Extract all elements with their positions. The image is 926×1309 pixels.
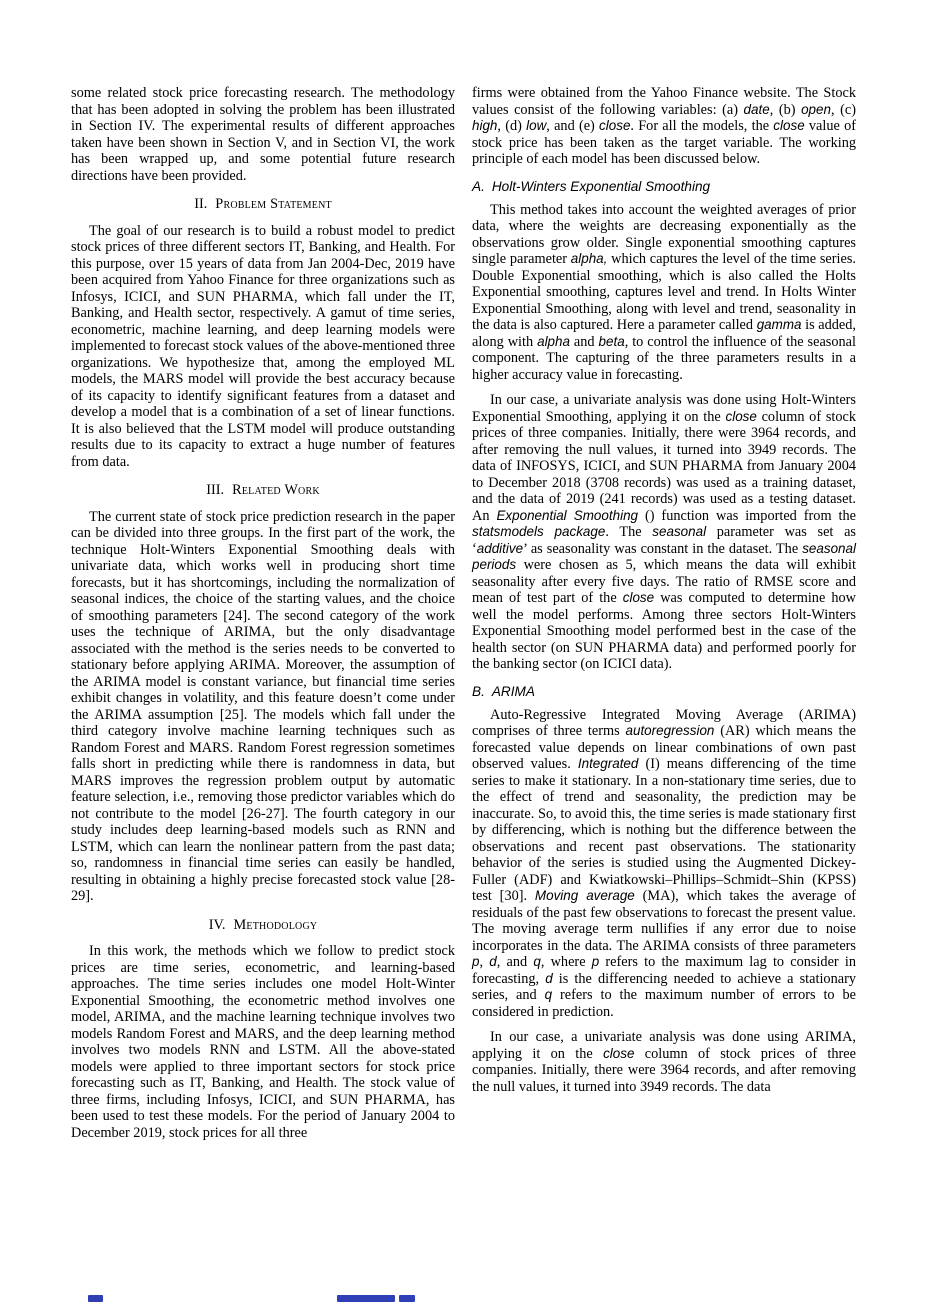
section-heading-methodology — [71, 917, 455, 934]
section-title: Related Work — [232, 482, 320, 498]
paragraph-problem-statement: The goal of our research is to build a robust model to predict stock prices of three different sectors IT, Banking, and Health. For this purpose, over 15 years of data from Jan 2004-Dec, 2019 have been acquired from Yahoo Finance for three organizations such as Infosys, ICICI, and SUN PHARMA, which fall under the IT, Banking, and Health sector, respectively. A gamut of time series, econometric, machine learning, and deep learning models were implemented to forecast stock values of the above-mentioned three organizations. We hypothesize that, among the employed ML models, the MARS model will provide the best accuracy because of its capacity to identify significant features from a dataset and develop a model that is a combination of a set of linear functions. It is also believed that the LSTM model will produce outstanding results due to its capacity to extract a huge number of features from data. — [71, 222, 455, 470]
paragraph-methodology: In this work, the methods which we follow to predict stock prices are time series, econometric, and learning-based approaches. The time series includes one model Holt-Winter Exponential Smoothing, the econometric method involves one model, ARIMA, and the machine learning technique involves two models Random Forest and MARS, and the deep learning method involves two models RNN and LSTM. All the above-stated models were applied to three important sectors for stock price forecasting such as IT, Banking, and Health. The stock value of three firms, including Infosys, ICICI, and SUN PHARMA, has been used to test these models. For the period of January 2004 to December 2019, stock prices for all three — [71, 943, 455, 1141]
section-title: Methodology — [233, 916, 318, 933]
subsection-title: ARIMA — [491, 683, 535, 699]
subsection-title: Holt-Winters Exponential Smoothing — [491, 178, 711, 194]
section-number: II. — [194, 196, 208, 212]
paragraph-related-work: The current state of stock price prediction research in the paper can be divided into three groups. In the first part of the work, the technique Holt-Winters Exponential Smoothing deals with univariate data, which works well in producing short time forecasts, but it has shortcomings, including the normalization of seasonal indices, the choice of the starting values, and the choice of smoothing parameters [24]. The second category of the work uses the technique of ARIMA, but the only disadvantage associated with the method is the series needs to be converted to stationary before applying ARIMA. Moreover, the assumption of the ARIMA model is constant variance, but financial time series exhibit changes in volatility, and this feature doesn’t come under the ARIMA assumption [25]. The models which fall under the third category involve machine learning techniques such as Random Forest and MARS. Random Forest regression sometimes falls short in predicting while there is randomness in data, but MARS improves the regression problem output by automatic feature selection, i.e., removing those predictor variables which do not contribute to the model [26-27]. The fourth category in our study includes deep learning-based models such as RNN and LSTM, which can learn the nonlinear pattern from the past data; so, randomness in financial time series can easily be handled, resulting in obtaining a highly precise forecasted stock value [28-29]. — [71, 508, 455, 904]
footer-artifact — [337, 1295, 395, 1302]
subsection-heading-holt-winters — [472, 179, 856, 195]
paragraph-holt-winters-case: In our case, a univariate analysis was done using Holt-Winters Exponential Smoothing, applying it on the close column of stock prices of three companies. Initially, there were 3964 records, and after removing the null values, it turned into 3949 records. The data of INFOSYS, ICICI, and SUN PHARMA from January 2004 to December 2018 (3708 records) was used as a training dataset, and the data of 2019 (241 records) was used as a testing dataset. An Exponential Smoothing () function was imported from the statsmodels package. The seasonal parameter was set as ‘additive’ as seasonality was constant in the dataset. The seasonal periods were chosen as 5, which means the data will exhibit seasonality after every five days. The ratio of RMSE score and mean of test part of the close was computed to determine how well the model performs. Among three sectors Holt-Winters Exponential Smoothing model performed best in the case of the health sector (on SUN PHARMA data) and performed poorly for the banking sector (on ICICI data). — [472, 392, 857, 672]
section-number: IV. — [208, 916, 226, 933]
subsection-letter: B. — [472, 683, 485, 699]
footer-artifact — [88, 1295, 103, 1302]
two-column-layout — [71, 85, 856, 1141]
paragraph-arima-case: In our case, a univariate analysis was done using ARIMA, applying it on the close column of stock prices of three companies. Initially, there were 3964 records, and after removing the null values, it turned into 3949 records. The data — [472, 1029, 856, 1095]
section-heading-problem-statement — [71, 196, 455, 213]
subsection-heading-arima — [472, 684, 856, 700]
footer-artifact — [399, 1295, 415, 1302]
paragraph-intro-continuation: some related stock price forecasting research. The methodology that has been adopted in solving the problem has been illustrated in Section IV. The experimental results of different approaches taken have been shown in Section V, and in Section VI, the work has been wrapped up, and some potential future research directions have been provided. — [71, 85, 455, 184]
subsection-letter: A. — [472, 178, 485, 194]
section-number: III. — [206, 482, 225, 498]
page-bottom-artifacts — [0, 1295, 926, 1303]
section-heading-related-work — [71, 482, 455, 499]
paragraph-holt-winters-description: This method takes into account the weighted averages of prior data, where the weights are decreasing exponentially as the observations grow older. Single exponential smoothing captures single parameter alpha, which captures the level of the time series. Double Exponential smoothing, which is also called the Holts Exponential smoothing, captures level and trend. In Holts Winter Exponential Smoothing, along with level and trend, seasonality in the data is also captured. Here a parameter called gamma is added, along with alpha and beta, to control the influence of the seasonal component. The capturing of the three parameters results in a higher accuracy value in forecasting. — [472, 201, 857, 383]
left-column — [71, 85, 455, 1141]
paragraph-methodology-continuation: firms were obtained from the Yahoo Finance website. The Stock values consist of the following variables: (a) date, (b) open, (c) high, (d) low, and (e) close. For all the models, the close value of stock price has been taken as the target variable. The working principle of each model has been discussed below. — [472, 85, 856, 167]
section-title: Problem Statement — [215, 196, 332, 212]
right-column — [472, 85, 856, 1141]
paragraph-arima-description: Auto-Regressive Integrated Moving Average (ARIMA) comprises of three terms autoregression (AR) which means the forecasted value depends on linear combinations of own past observed values. Integrated (I) means differencing of the time series to make it stationary. In a non-stationary time series, due to the effect of trend and seasonality, the prediction may be inaccurate. So, to avoid this, the time series is made stationary first by differencing, which is nothing but the difference between the observations and recent past observations. The stationarity behavior of the series is studied using the Augmented Dickey-Fuller (ADF) and Kwiatkowski–Phillips–Schmidt–Shin (KPSS) test [30]. Moving average (MA), which takes the average of residuals of the past few observations to forecast the present value. The moving average term nullifies if any error due to noise incorporates in the data. The ARIMA consists of three parameters p, d, and q, where p refers to the maximum lag to consider in forecasting, d is the differencing needed to achieve a stationary series, and q refers to the maximum number of errors to be considered in prediction. — [472, 706, 857, 1020]
